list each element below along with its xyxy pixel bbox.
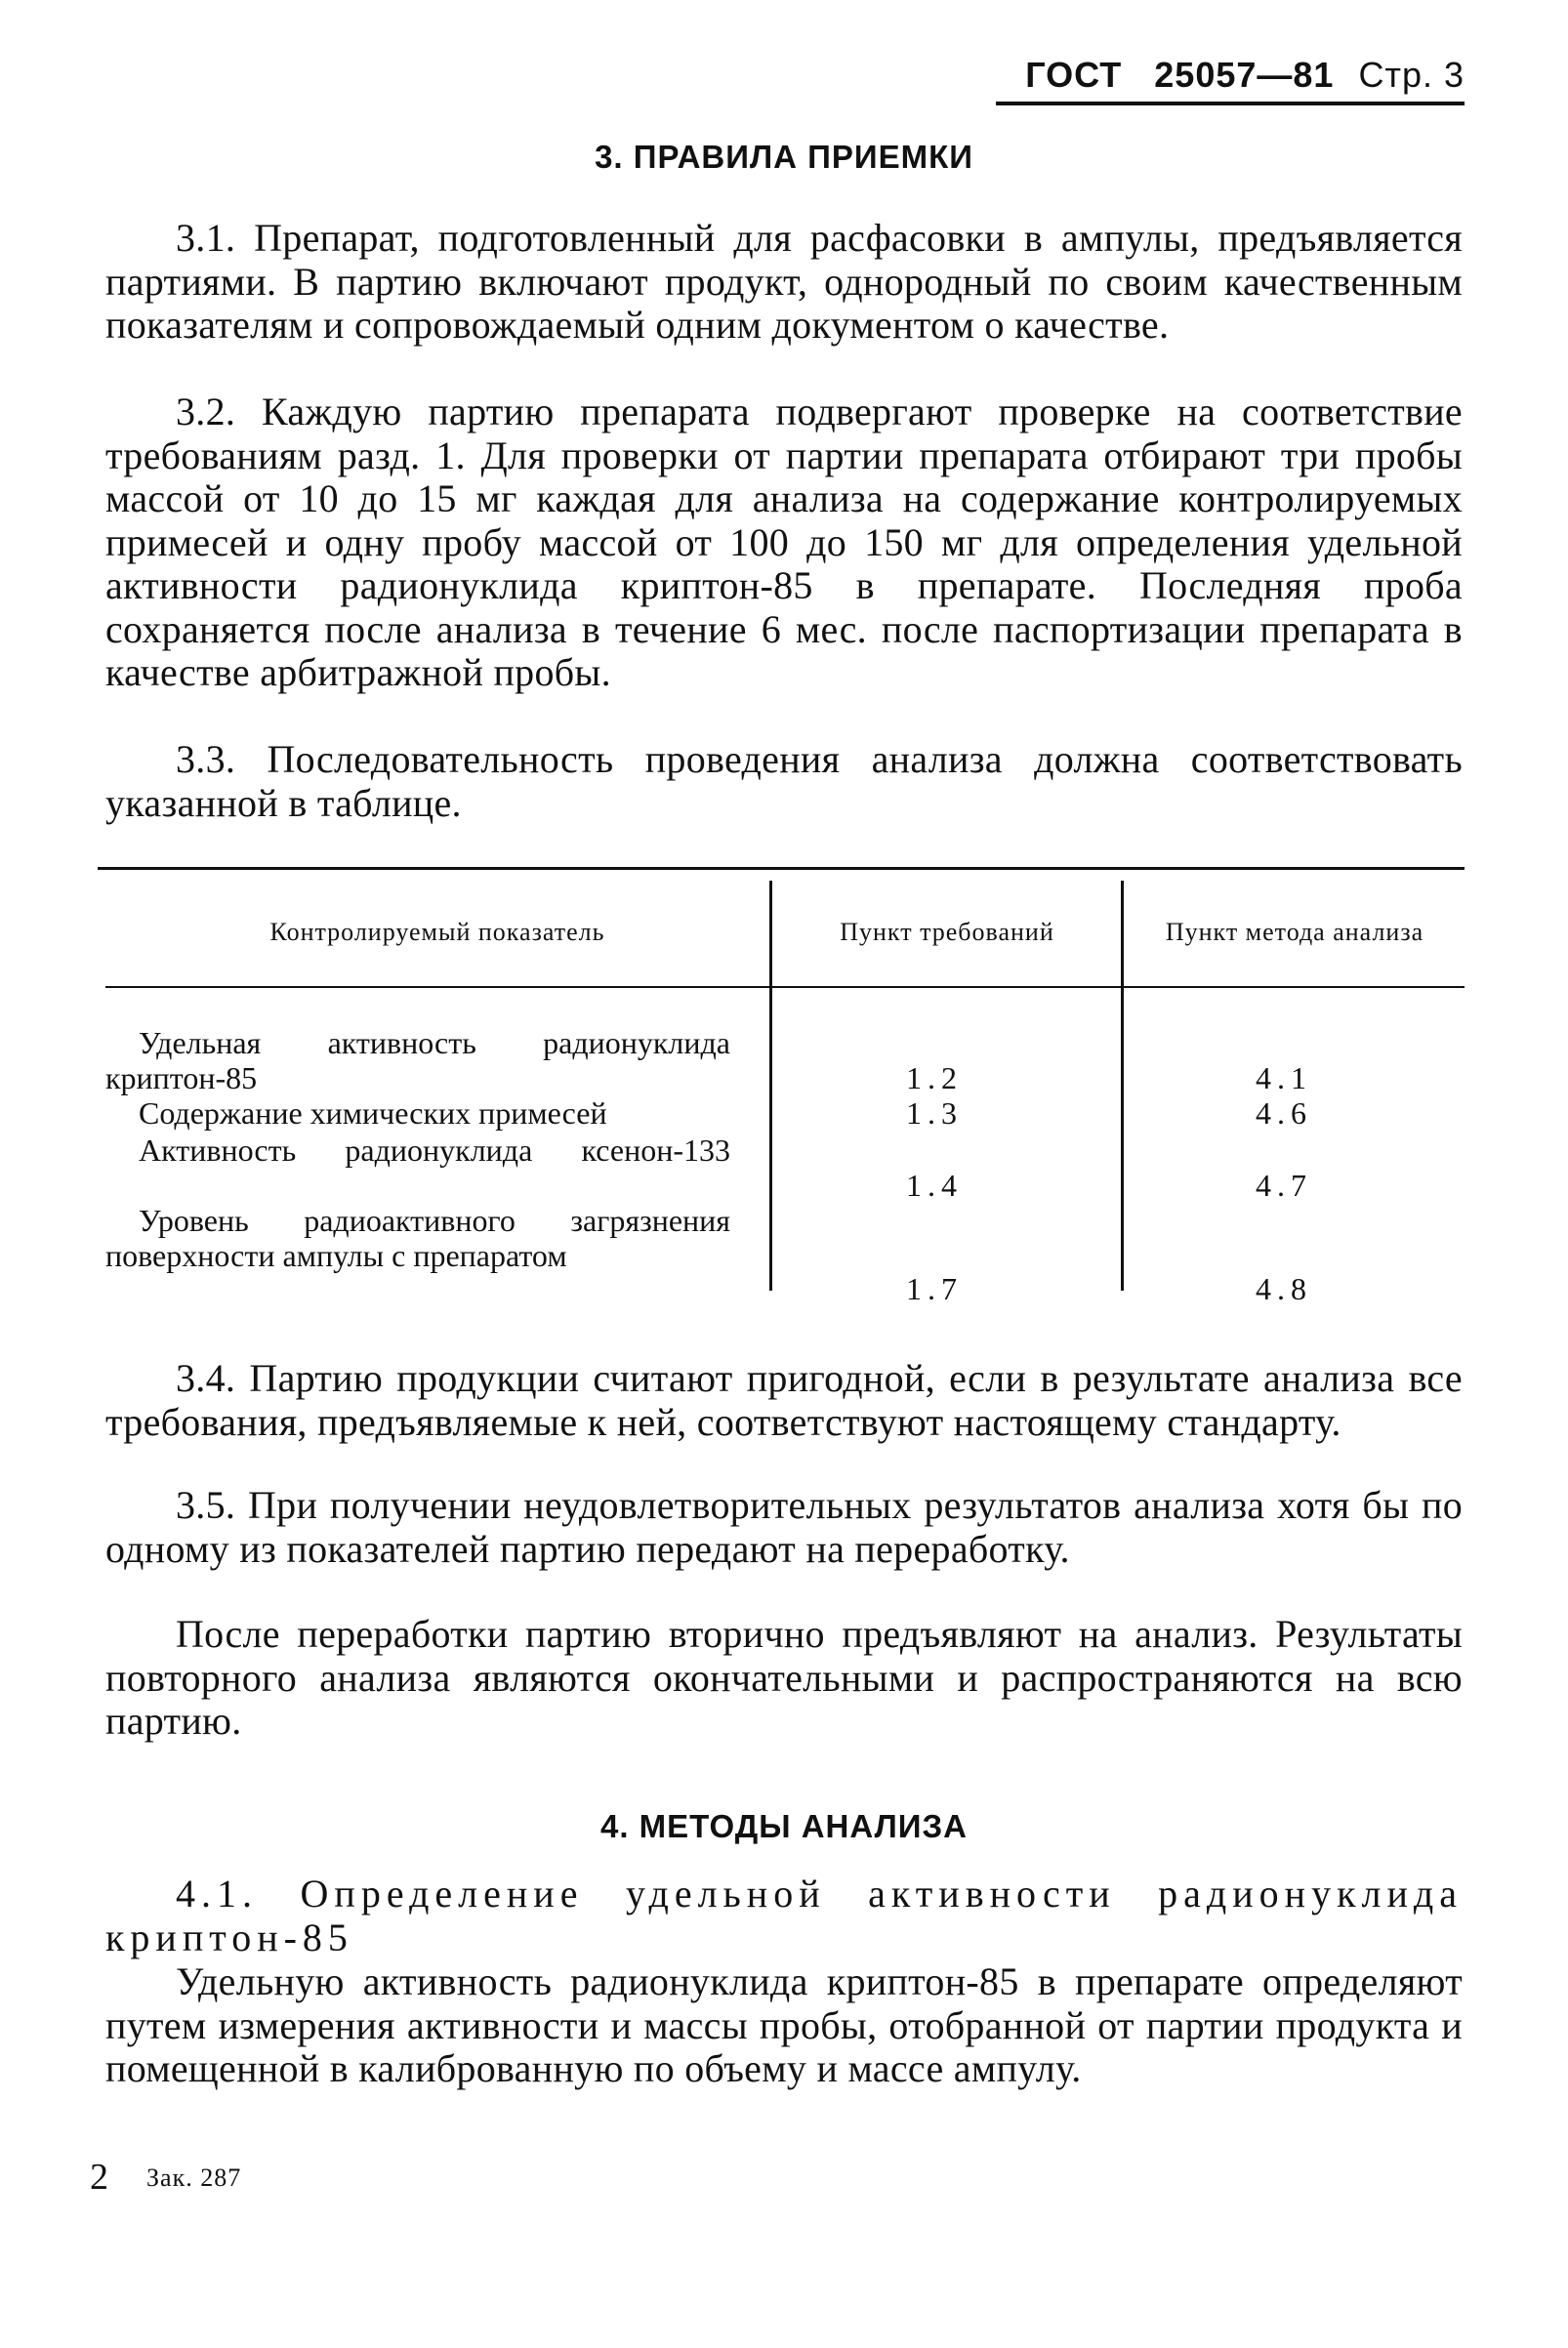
table-row-name: Уровень радиоактивного загрязнения поверхности ампулы с препаратом xyxy=(105,1203,730,1273)
table-row-name: Удельная активность радионуклида криптон-85 xyxy=(105,1025,730,1095)
table-row-requirement: 1.3 xyxy=(906,1095,963,1131)
paragraph-3-3: 3.3. Последовательность проведения анализа должна соответствовать указанной в таблице. xyxy=(105,737,1463,825)
paragraph-3-5-continued: После переработки партию вторично предъявляют на анализ. Результаты повторного анализа являются окончательными и распространяются на всю партию. xyxy=(105,1612,1463,1743)
footer-order: Зак. 287 xyxy=(146,2163,242,2192)
paragraph-3-1: 3.1. Препарат, подготовленный для расфасовки в ампулы, предъявляется партиями. В партию включают продукт, однородный по своим качественным показателям и сопровождаемый одним документом о качестве. xyxy=(105,216,1463,347)
table-header-requirement: Пункт требований xyxy=(840,918,1054,946)
paragraph-3-4: 3.4. Партию продукции считают пригодной, если в результате анализа все требования, предъявляемые к ней, соответствуют настоящему стандарту. xyxy=(105,1356,1463,1444)
section-3-title: 3. ПРАВИЛА ПРИЕМКИ xyxy=(595,139,973,175)
page-number: Стр. 3 xyxy=(1358,55,1465,95)
paragraph-3-2: 3.2. Каждую партию препарата подвергают проверке на соответствие требованиям разд. 1. Для проверки от партии препарата отбирают три пробы массой от 10 до 15 мг каждая для анализа на содержание контролируемых примесей и одну пробу массой от 100 до 150 мг для определения удельной активности радионуклида криптон-85 в препарате. Последняя проба сохраняется после анализа в течение 6 мес. после паспортизации препарата в качестве арбитражной пробы. xyxy=(105,390,1463,694)
section-4-title: 4. МЕТОДЫ АНАЛИЗА xyxy=(599,1808,969,1844)
table-row-method: 4.6 xyxy=(1256,1095,1312,1131)
table-row-name: Активность радионуклида ксенон-133 xyxy=(139,1133,730,1168)
footer-number: 2 xyxy=(90,2157,108,2198)
table-header-method: Пункт метода анализа xyxy=(1165,918,1424,946)
standard-number: 25057—81 xyxy=(1154,55,1335,95)
table-row-requirement: 1.7 xyxy=(906,1271,963,1306)
header-rule xyxy=(996,102,1465,105)
table-row-method: 4.8 xyxy=(1256,1271,1312,1306)
table-row-name: Содержание химических примесей xyxy=(139,1095,607,1131)
table-row-method: 4.1 xyxy=(1256,1060,1312,1095)
paragraph-4-1-text: Удельную активность радионуклида криптон-85 в препарате определяют путем измерения активности и массы пробы, отобранной от партии продукта и помещенной в калиброванную по объему и массе ампулу. xyxy=(105,1959,1463,2090)
table-header-indicator: Контролируемый показатель xyxy=(269,918,605,946)
paragraph-4-1-heading: 4.1. Определение удельной активности радионуклида криптон-85 xyxy=(105,1872,1463,1959)
table-row-method: 4.7 xyxy=(1256,1168,1312,1203)
table-column-divider xyxy=(1121,881,1124,1291)
table-row-requirement: 1.4 xyxy=(906,1168,963,1203)
table-top-rule xyxy=(98,867,1465,870)
table-header-rule xyxy=(105,986,1465,988)
gost-label: ГОСТ xyxy=(1025,55,1123,95)
page-header xyxy=(996,55,1465,96)
paragraph-3-5: 3.5. При получении неудовлетворительных результатов анализа хотя бы по одному из показателей партию передают на переработку. xyxy=(105,1483,1463,1571)
table-column-divider xyxy=(769,881,772,1291)
table-row-requirement: 1.2 xyxy=(906,1060,963,1095)
